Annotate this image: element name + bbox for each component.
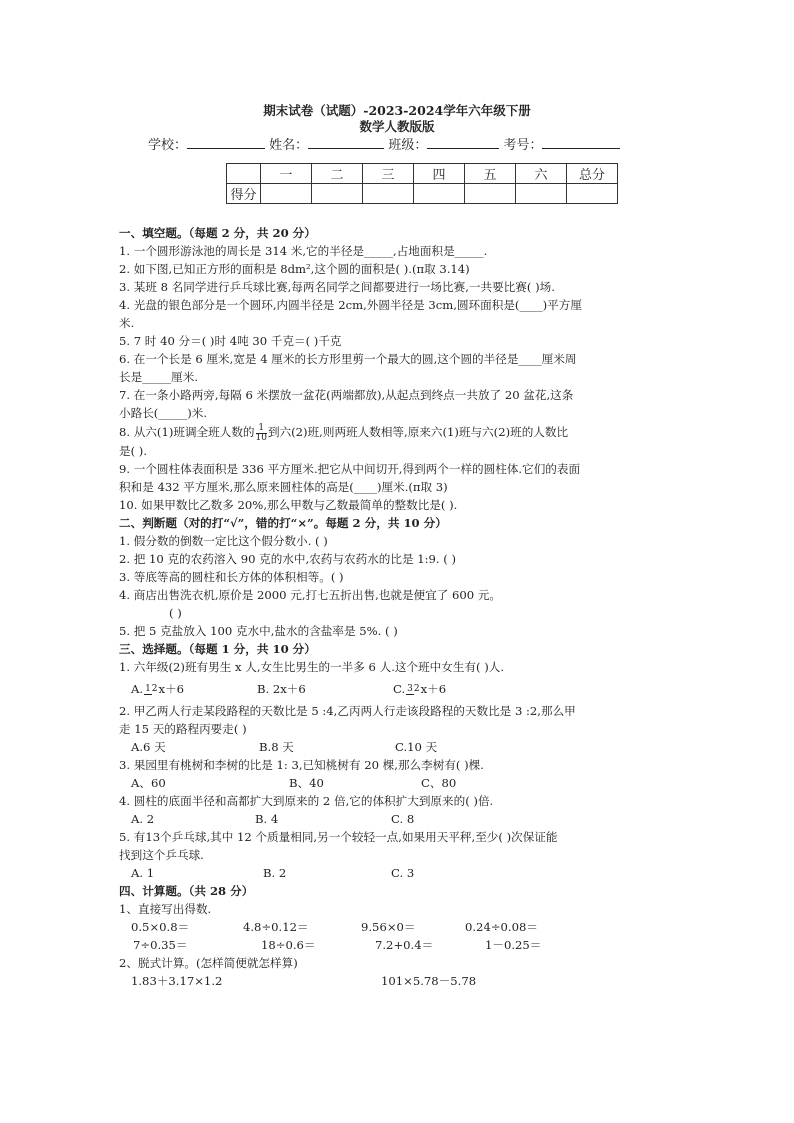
question: 2. 甲乙两人行走某段路程的天数比是 5 :4,乙丙两人行走该段路程的天数比是 3 :2,那么甲 [119,704,576,718]
section-title-fill-blank: 一、填空题。（每题 2 分，共 20 分） [119,226,316,240]
score-cell[interactable] [567,184,618,204]
score-header-cell: 一 [261,164,312,184]
fraction-denominator: 2 [413,684,420,694]
section-title-multiple-choice: 三、选择题。（每题 1 分，共 10 分） [119,642,316,656]
calc-item: 101×5.78－5.78 [381,974,477,988]
calc-item: 1－0.25＝ [485,938,542,952]
score-header-cell: 六 [516,164,567,184]
options-row [119,738,659,756]
option-c: C、80 [421,776,457,790]
option-label: C. [393,682,406,696]
question: 4. 商店出售洗衣机,原价是 2000 元,打七五折出售,也就是便宜了 600 元。 [119,588,502,602]
subsection-title: 1、直接写出得数. [119,902,212,916]
option-a: A. 2 [131,812,155,826]
exam-no-blank [542,136,620,149]
option-text: x＋6 [420,682,447,696]
option-c: C.10 天 [395,740,438,754]
score-cell[interactable] [516,184,567,204]
fraction-denominator: 10 [255,432,267,443]
calc-item: 4.8÷0.12＝ [243,920,309,934]
score-header-cell [227,164,261,184]
score-cell[interactable] [261,184,312,204]
question: 1. 一个圆形游泳池的周长是 314 米,它的半径是_____,占地面积是_____. [119,244,488,258]
exam-title: 期末试卷（试题）-2023-2024学年六年级下册 [263,103,531,118]
score-cell[interactable] [465,184,516,204]
question [119,422,659,442]
fraction-denominator: 2 [151,684,158,694]
option-c: C. 3 [391,866,415,880]
calc-item: 0.24÷0.08＝ [465,920,538,934]
question: 9. 一个圆柱体表面积是 336 平方厘米.把它从中间切开,得到两个一样的圆柱体.它们的表面 [119,462,581,476]
class-label: 班级： [388,138,428,153]
fraction [406,685,419,695]
option-a: A. 1 [131,866,155,880]
question-continued: 积和是 432 平方厘米,那么原来圆柱体的高是(____)厘米.(π取 3) [119,480,448,494]
question-continued: ( ) [169,606,182,620]
option-b: B. 4 [255,812,279,826]
question-continued: 是( ). [119,444,148,458]
score-header-cell: 总分 [567,164,618,184]
question-text: 8. 从六(1)班调全班人数的 [119,425,255,439]
question-continued: 米. [119,316,135,330]
option-c: C. 8 [391,812,415,826]
option-b: B.8 天 [259,740,294,754]
options-row [119,774,659,792]
calc-item: 18÷0.6＝ [261,938,316,952]
calc-item: 7÷0.35＝ [133,938,188,952]
calc-item: 7.2+0.4＝ [375,938,434,952]
question: 4. 圆柱的底面半径和高都扩大到原来的 2 倍,它的体积扩大到原来的( )倍. [119,794,494,808]
question: 10. 如果甲数比乙数多 20%,那么甲数与乙数最简单的整数比是( ). [119,498,458,512]
options-row [119,676,659,702]
score-table [226,163,618,204]
option-b: B. 2x＋6 [257,682,306,696]
question: 3. 某班 8 名同学进行乒乓球比赛,每两名同学之间都要进行一场比赛,一共要比赛( )场. [119,280,555,294]
exam-no-label: 考号： [503,138,543,153]
score-header-cell: 四 [414,164,465,184]
section-title-calculation: 四、计算题。（共 28 分） [119,884,254,898]
option-label: A. [131,682,144,696]
question: 7. 在一条小路两旁,每隔 6 米摆放一盆花(两端都放),从起点到终点一共放了 20 盆花,这条 [119,388,574,402]
name-blank [308,136,384,149]
fraction [144,685,157,695]
calc-item: 0.5×0.8＝ [131,920,190,934]
option-b: B、40 [289,776,324,790]
fraction-numerator: 1 [145,684,151,694]
question: 2. 把 10 克的农药溶入 90 克的水中,农药与农药水的比是 1:9. ( ) [119,552,457,566]
student-info-line [148,134,620,153]
subsection-title: 2、脱式计算。(怎样简便就怎样算) [119,956,298,970]
name-label: 姓名： [269,138,309,153]
option-a: A.6 天 [131,740,166,754]
option-b: B. 2 [263,866,287,880]
question: 5. 把 5 克盐放入 100 克水中,盐水的含盐率是 5%. ( ) [119,624,398,638]
question: 4. 光盘的银色部分是一个圆环,内圆半径是 2cm,外圆半径是 3cm,圆环面积是(____)平方厘 [119,298,582,312]
question: 2. 如下图,已知正方形的面积是 8dm²,这个圆的面积是( ).(π取 3.14) [119,262,470,276]
score-header-cell: 三 [363,164,414,184]
question-continued: 找到这个乒乓球. [119,848,204,862]
question-continued: 小路长(_____)米. [119,406,208,420]
exam-content [119,224,659,990]
question: 1. 假分数的倒数一定比这个假分数小. ( ) [119,534,328,548]
calc-row [119,936,659,954]
score-cell[interactable] [414,184,465,204]
school-blank [187,136,265,149]
score-cell[interactable] [312,184,363,204]
score-table-score-row [227,184,618,204]
score-table-header-row [227,164,618,184]
question: 3. 等底等高的圆柱和长方体的体积相等。( ) [119,570,344,584]
school-label: 学校： [148,138,188,153]
question-continued: 长是_____厘米. [119,370,199,384]
score-row-label: 得分 [227,184,261,204]
question: 5. 有13个乒乓球,其中 12 个质量相同,另一个较轻一点,如果用天平秤,至少( )次保证能 [119,830,558,844]
exam-subtitle: 数学人教版版 [359,119,435,134]
question: 1. 六年级(2)班有男生 x 人,女生比男生的一半多 6 人.这个班中女生有( )人. [119,660,505,674]
calc-item: 1.83＋3.17×1.2 [131,974,223,988]
options-row [119,810,659,828]
calc-item: 9.56×0＝ [361,920,416,934]
question: 3. 果园里有桃树和李树的比是 1: 3,已知桃树有 20 棵,那么李树有( )棵. [119,758,484,772]
class-blank [427,136,499,149]
fraction [256,424,267,443]
calc-row [119,972,659,990]
option-c [393,680,446,698]
question: 5. 7 时 40 分＝( )时 4吨 30 千克＝( )千克 [119,334,342,348]
option-a: A、60 [131,776,166,790]
option-a [131,680,257,698]
option-text: x＋6 [158,682,185,696]
score-header-cell: 二 [312,164,363,184]
question: 6. 在一个长是 6 厘米,宽是 4 厘米的长方形里剪一个最大的圆,这个圆的半径是____厘米周 [119,352,577,366]
fraction-numerator: 3 [407,684,413,694]
fraction-numerator: 1 [256,424,267,434]
section-title-true-false: 二、判断题（对的打“√”，错的打“×”。每题 2 分，共 10 分） [119,516,447,530]
options-row [119,864,659,882]
question-continued: 走 15 天的路程丙要走( ) [119,722,247,736]
score-cell[interactable] [363,184,414,204]
question-text: 到六(2)班,则两班人数相等,原来六(1)班与六(2)班的人数比 [267,425,569,439]
calc-row [119,918,659,936]
score-header-cell: 五 [465,164,516,184]
